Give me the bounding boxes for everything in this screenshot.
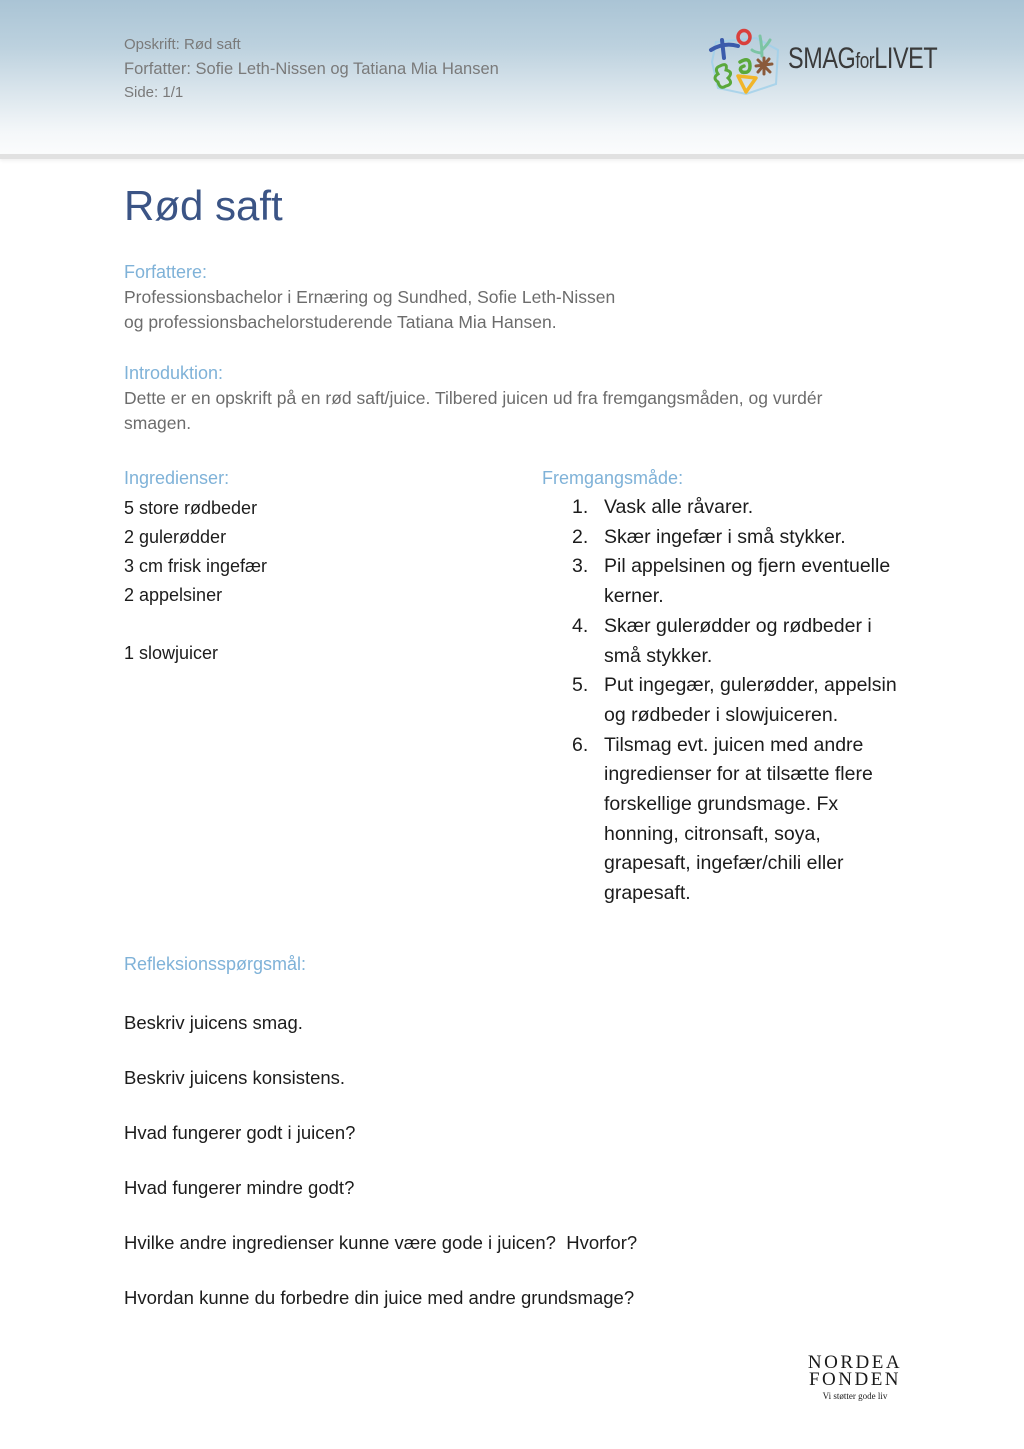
intro-heading: Introduktion: [124, 363, 224, 383]
method-step [572, 552, 912, 611]
intro-line-1: Dette er en opskrift på en rød saft/juice. Tilbered juicen ud fra fremgangsmåden, og vurdér [124, 388, 823, 408]
step-text: Skær gulerødder og rødbeder i små stykker. [604, 614, 872, 667]
step-text: Tilsmag evt. juicen med andre ingredienser for at tilsætte flere forskellige grundsmage. Fx honning, citronsaft, soya, grapesaft, ingefær/chili eller grapesaft. [604, 733, 873, 905]
method-steps [572, 493, 912, 909]
ingredient-item: 2 gulerødder [124, 527, 227, 547]
step-text: Skær ingefær i små stykker. [604, 525, 846, 548]
intro-line-2: smagen. [124, 413, 192, 433]
reflection-question: Beskriv juicens smag. [124, 1012, 303, 1033]
logo-word-smag: SMAG [788, 42, 856, 75]
smag-for-livet-wordmark [788, 42, 937, 76]
header-divider [0, 154, 1024, 159]
nordea-fonden-logo [800, 1354, 910, 1403]
smag-for-livet-logo [706, 28, 946, 100]
method-step [572, 731, 912, 909]
authors-line-1: Professionsbachelor i Ernæring og Sundhed, Sofie Leth-Nissen [124, 287, 616, 307]
authors-line-2: og professionsbachelorstuderende Tatiana Mia Hansen. [124, 312, 557, 332]
step-number: 6. [572, 733, 589, 756]
method-heading: Fremgangsmåde: [542, 468, 684, 488]
nordea-logo-line-1: NORDEA [807, 1352, 903, 1373]
ingredient-item: 5 store rødbeder [124, 498, 258, 518]
header-author-line: Forfatter: Sofie Leth-Nissen og Tatiana Mia Hansen [124, 60, 499, 78]
nordea-logo-line-2: FONDEN [808, 1369, 902, 1390]
step-number: 2. [572, 525, 589, 548]
reflection-question: Hvad fungerer godt i juicen? [124, 1122, 356, 1143]
step-number: 4. [572, 614, 589, 637]
nordea-logo-tagline: Vi støtter gode liv [822, 1391, 888, 1401]
header-page-line: Side: 1/1 [124, 84, 184, 101]
step-text: Vask alle råvarer. [604, 496, 754, 518]
step-text: Pil appelsinen og fjern eventuelle kerner. [604, 555, 891, 608]
reflection-question: Beskriv juicens konsistens. [124, 1067, 346, 1088]
ingredients-list [124, 494, 267, 610]
method-step [572, 671, 912, 730]
step-number: 1. [572, 496, 589, 518]
logo-word-for: for [855, 48, 875, 73]
reflection-question: Hvad fungerer mindre godt? [124, 1177, 355, 1198]
ingredients-heading: Ingredienser: [124, 468, 230, 488]
smag-for-livet-emblem-icon [706, 28, 784, 100]
authors-text [124, 285, 615, 335]
authors-heading: Forfattere: [124, 262, 208, 282]
logo-word-livet: LIVET [874, 42, 938, 75]
reflection-questions [124, 1008, 637, 1338]
reflection-question: Hvilke andre ingredienser kunne være gode i juicen? Hvorfor? [124, 1232, 638, 1253]
step-number: 5. [572, 674, 589, 697]
reflection-question: Hvordan kunne du forbedre din juice med andre grundsmage? [124, 1287, 635, 1308]
reflection-heading: Refleksionsspørgsmål: [124, 954, 307, 974]
page-title: Rød saft [124, 182, 283, 229]
header-meta [124, 33, 499, 105]
ingredient-item: 3 cm frisk ingefær [124, 556, 268, 576]
step-text: Put ingegær, gulerødder, appelsin og rødbeder i slowjuiceren. [604, 674, 897, 726]
equipment-item: 1 slowjuicer [124, 643, 219, 663]
method-step [572, 612, 912, 671]
header-recipe-line: Opskrift: Rød saft [124, 36, 241, 53]
intro-text [124, 386, 924, 436]
ingredient-item: 2 appelsiner [124, 585, 223, 605]
method-step [572, 493, 912, 523]
method-step [572, 523, 912, 553]
step-number: 3. [572, 555, 589, 578]
